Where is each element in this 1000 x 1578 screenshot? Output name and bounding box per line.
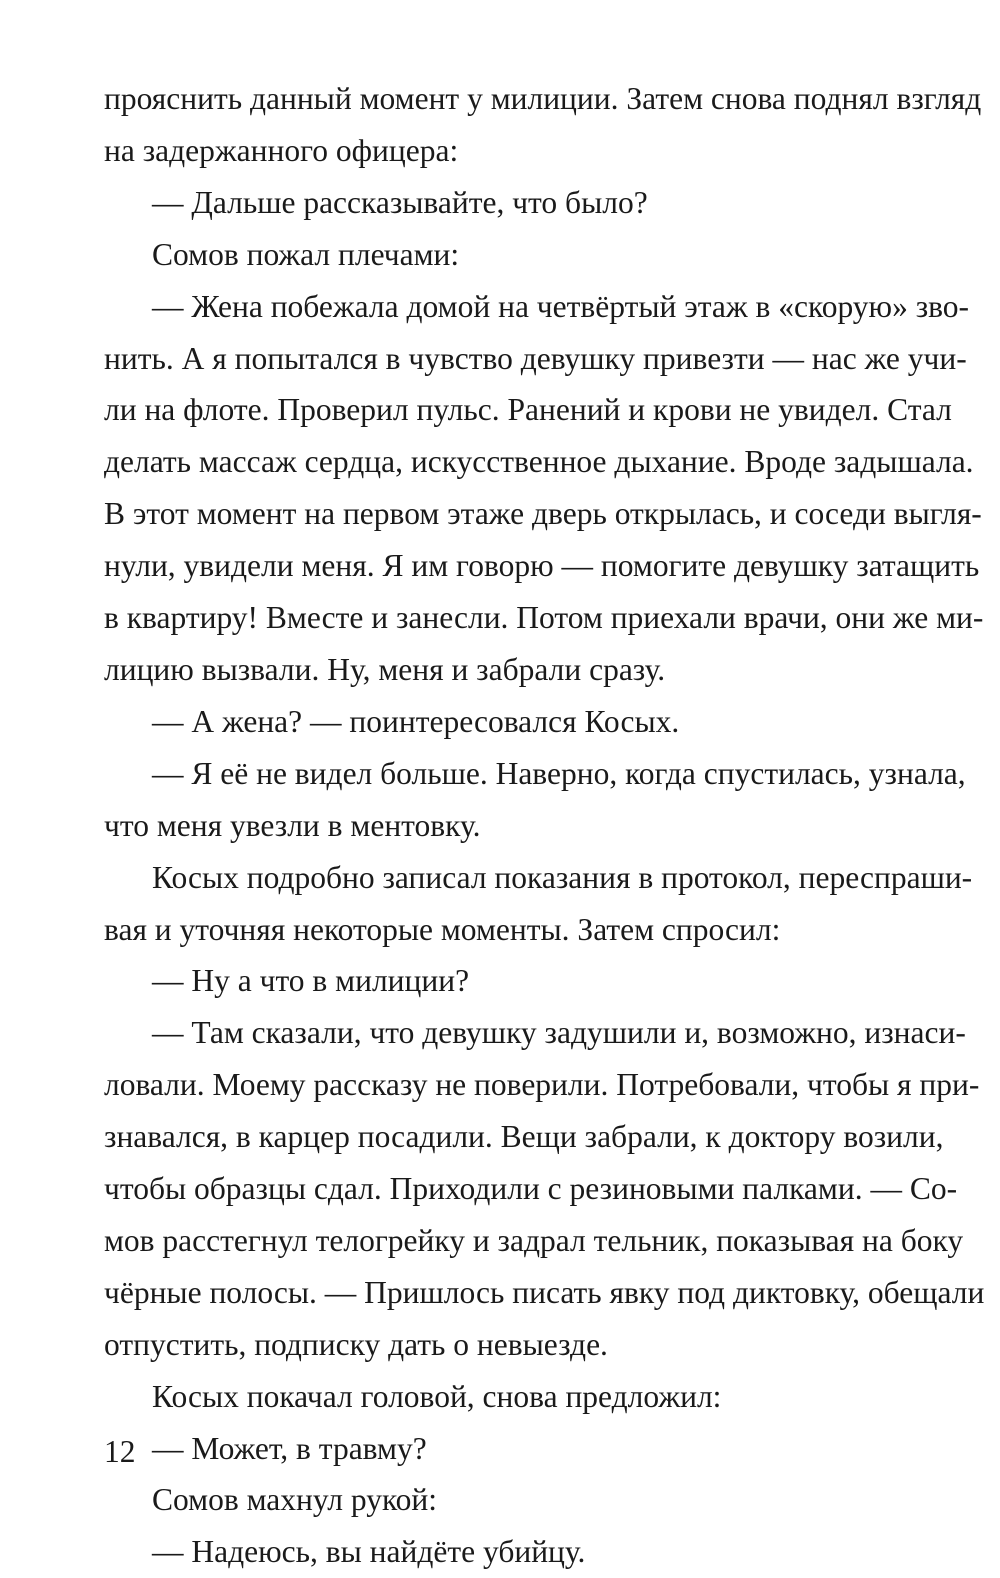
text-line: мов расстегнул телогрейку и задрал тельник, показывая на боку [104,1222,964,1258]
text-line: нить. А я попытался в чувство девушку привезти — нас же учи- [104,340,967,376]
text-line: на задержанного офицера: [104,132,459,168]
text-line: — Надеюсь, вы найдёте убийцу. [152,1534,586,1570]
paragraph [104,852,973,956]
paragraph [104,748,966,852]
text-line: — Ну а что в милиции? [152,963,470,999]
text-line: отпустить, подписку дать о невыезде. [104,1326,608,1362]
text-line: — Там сказали, что девушку задушили и, возможно, изнаси- [152,1015,966,1051]
paragraph [104,1526,910,1578]
paragraph [104,177,910,229]
paragraph [104,1474,910,1526]
body-text [104,73,985,1578]
paragraph [104,1423,910,1475]
text-line: В этот момент на первом этаже дверь открылась, и соседи выгля- [104,496,982,532]
text-line: — Жена побежала домой на четвёртый этаж в «скорую» зво- [152,288,970,324]
text-line: Косых подробно записал показания в протокол, переспраши- [152,859,973,895]
text-line: знавался, в карцер посадили. Вещи забрали, к доктору возили, [104,1119,944,1155]
paragraph [104,1007,985,1370]
text-line: — Может, в травму? [152,1430,427,1466]
text-line: — Я её не видел больше. Наверно, когда спустилась, узнала, [152,755,966,791]
text-line: ловали. Моему рассказу не поверили. Потребовали, чтобы я при- [104,1067,980,1103]
paragraph [104,229,910,281]
paragraph [104,955,910,1007]
paragraph [104,1371,910,1423]
text-line: прояснить данный момент у милиции. Затем снова поднял взгляд [104,81,982,116]
text-line: Сомов пожал плечами: [152,236,460,272]
text-line: Косых покачал головой, снова предложил: [152,1378,722,1414]
paragraph [104,696,910,748]
paragraph [104,281,984,696]
text-line: чтобы образцы сдал. Приходили с резиновыми палками. — Со- [104,1171,958,1207]
text-line: в квартиру! Вместе и занесли. Потом приехали врачи, они же ми- [104,600,984,636]
text-line: нули, увидели меня. Я им говорю — помогите девушку затащить [104,548,980,584]
text-line: Сомов махнул рукой: [152,1482,438,1518]
text-line: — А жена? — поинтересовался Косых. [152,703,680,739]
text-line: — Дальше рассказывайте, что было? [152,184,648,220]
text-line: делать массаж сердца, искусственное дыхание. Вроде задышала. [104,444,974,480]
text-line: лицию вызвали. Ну, меня и забрали сразу. [104,651,666,687]
text-line: ли на флоте. Проверил пульс. Ранений и крови не увидел. Стал [104,392,952,428]
page-number: 12 [104,1434,136,1469]
paragraph [104,73,982,177]
text-line: вая и уточняя некоторые моменты. Затем спросил: [104,911,781,947]
text-line: что меня увезли в ментовку. [104,807,481,843]
text-line: чёрные полосы. — Пришлось писать явку под диктовку, обещали [104,1274,985,1310]
